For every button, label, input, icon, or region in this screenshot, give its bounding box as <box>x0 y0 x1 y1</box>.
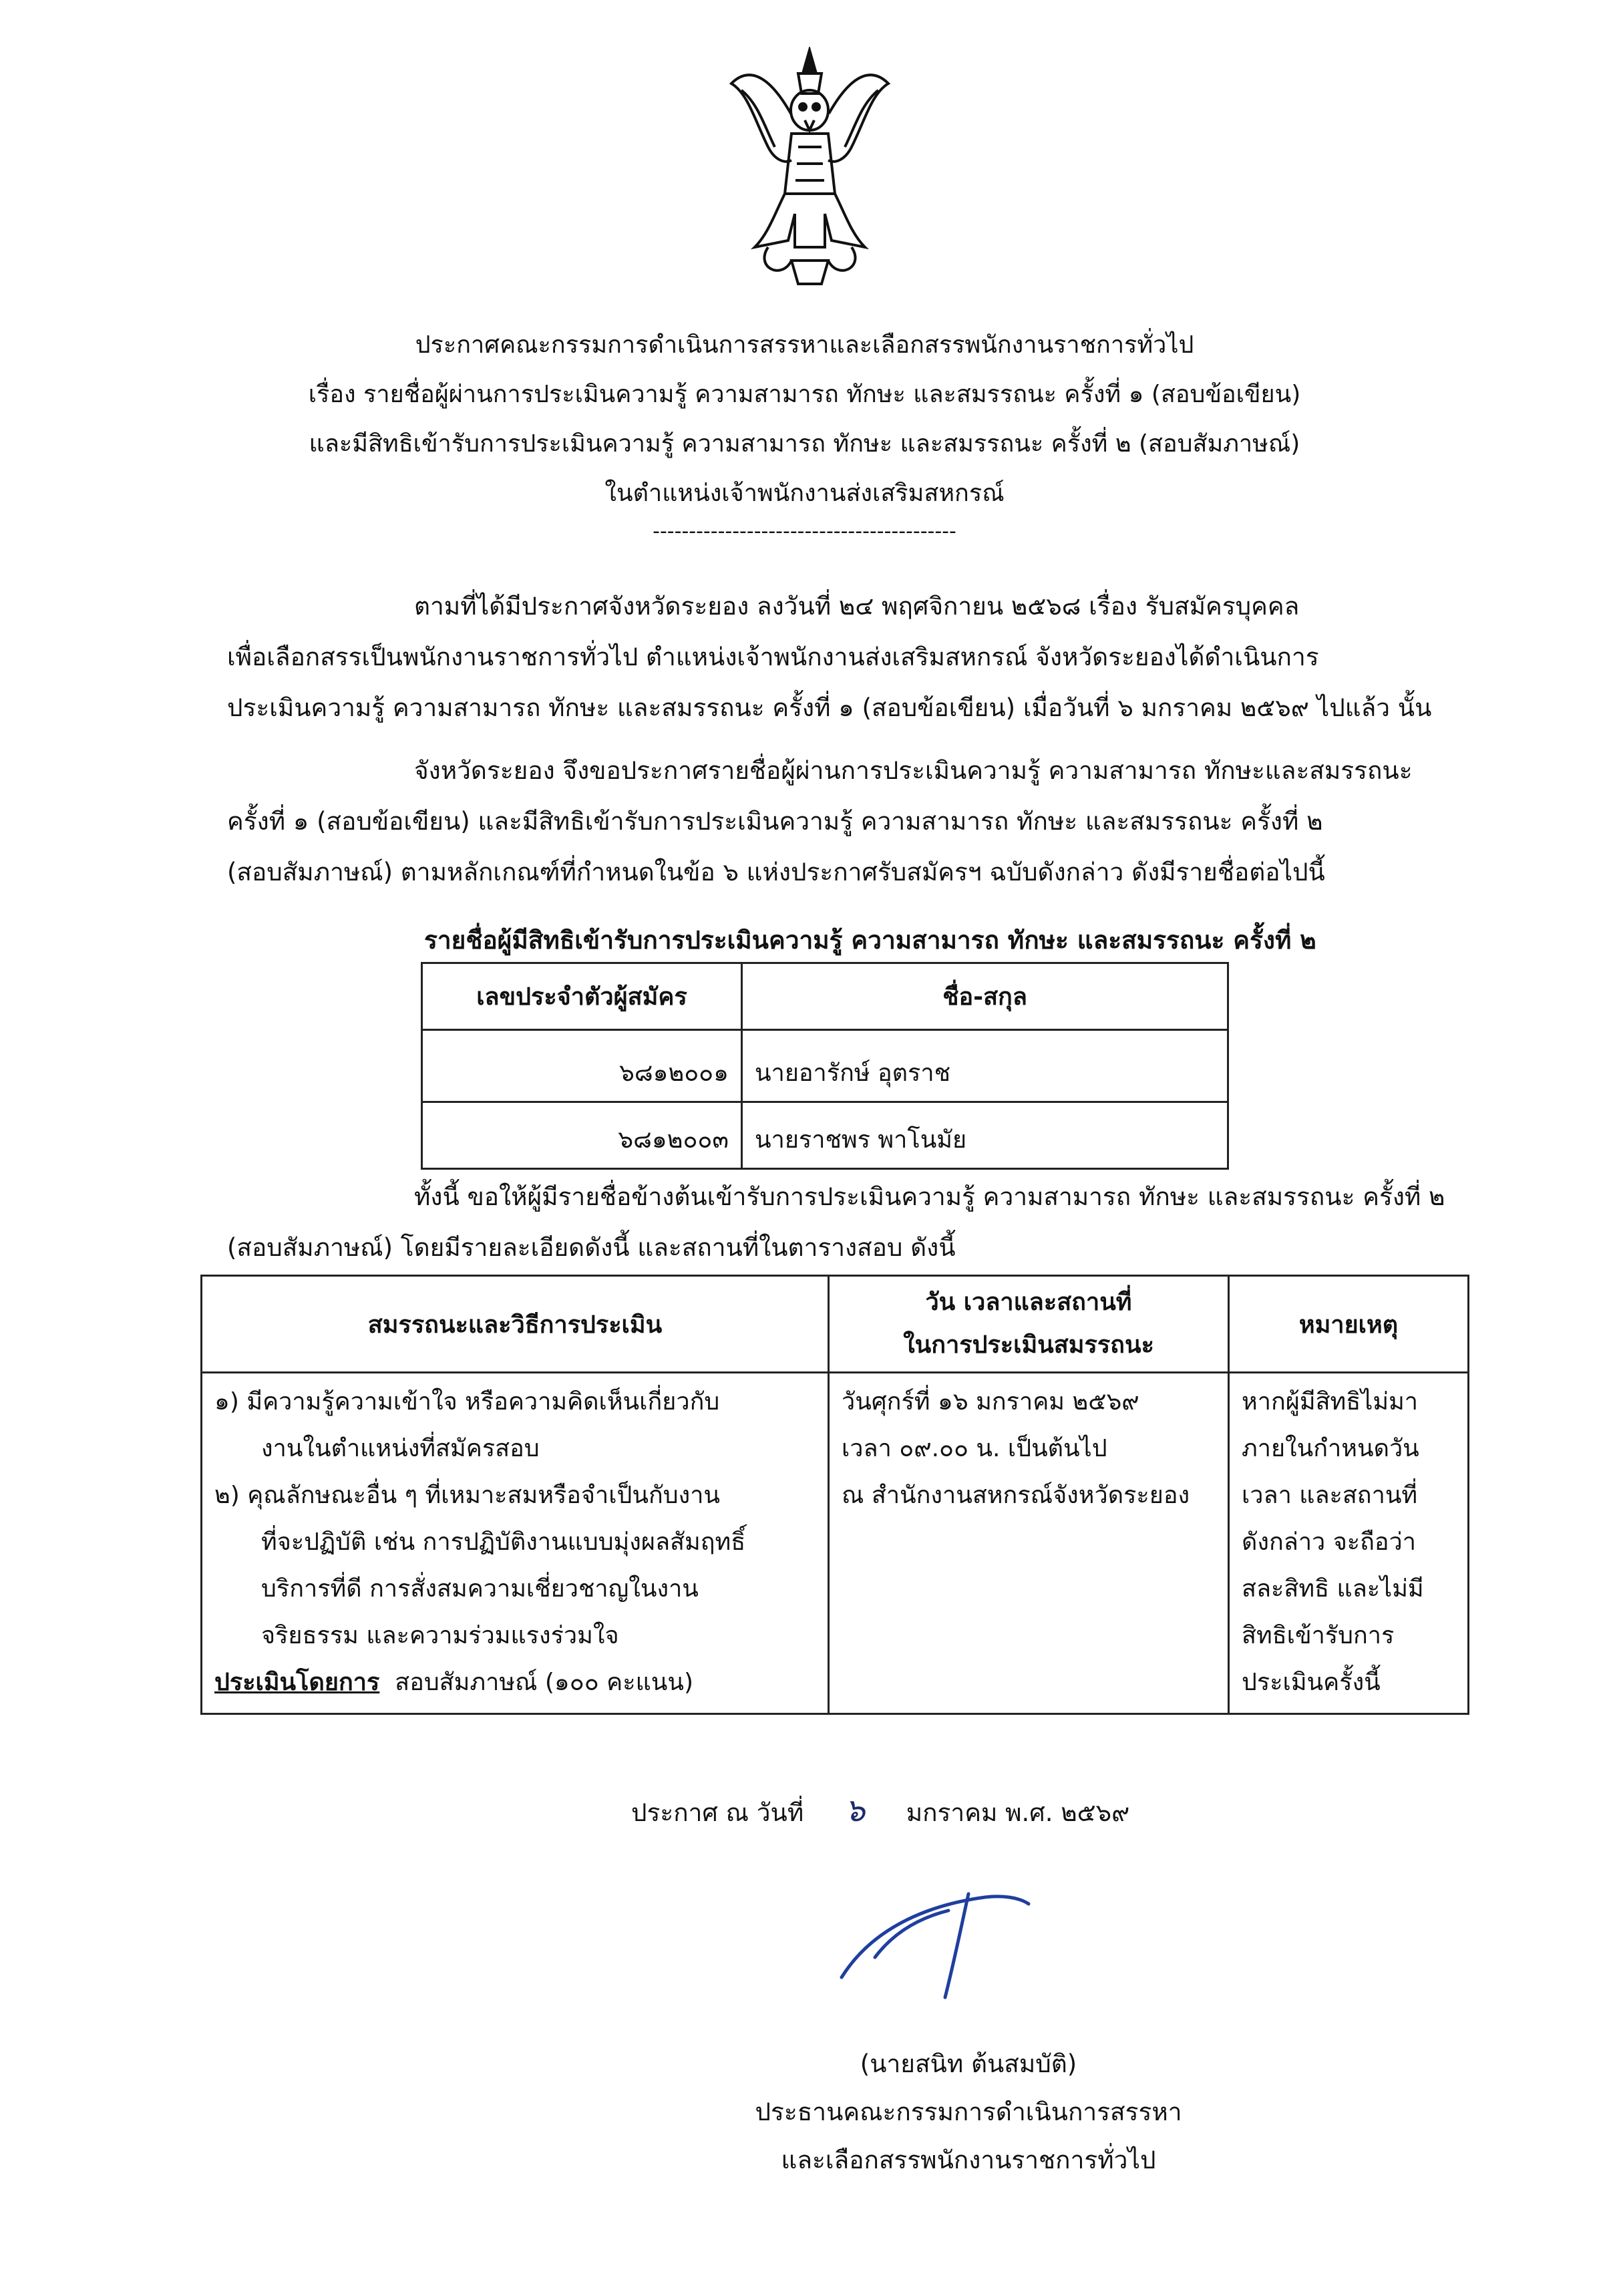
candidate-id: ๖๘๑๒๐๐๑ <box>422 1030 742 1102</box>
candidate-table-header <box>422 963 1228 1030</box>
table-row <box>422 1102 1228 1169</box>
item2-line-1: ๒) คุณลักษณะอื่น ๆ ที่เหมาะสมหรือจำเป็นกับงาน <box>214 1482 721 1509</box>
note-line-2: ภายในกำหนดวัน <box>1242 1435 1419 1462</box>
col-date-place-line-1: วัน เวลาและสถานที่ <box>925 1289 1132 1316</box>
item1-line-1: ๑) มีความรู้ความเข้าใจ หรือความคิดเห็นเกี่ยวกับ <box>214 1388 720 1416</box>
signer-position-line-2: และเลือกสรรพนักงานราชการทั่วไป <box>781 2146 1156 2174</box>
title-line-1: ประกาศคณะกรรมการดำเนินการสรรหาและเลือกสรรพนักงานราชการทั่วไป <box>415 331 1194 359</box>
announce-date-line <box>631 1785 1129 1836</box>
date-place-cell <box>829 1373 1229 1714</box>
para2-line-3: (สอบสัมภาษณ์) ตามหลักเกณฑ์ที่กำหนดในข้อ ๖ แห่งประกาศรับสมัครฯ ฉบับดังกล่าว ดังมีรายชื่อต่อไปนี้ <box>227 858 1325 886</box>
announce-month-year: มกราคม พ.ศ. ๒๕๖๙ <box>906 1798 1130 1827</box>
col-date-place-line-2: ในการประเมินสมรรถนะ <box>903 1331 1154 1359</box>
para1-line-2: เพื่อเลือกสรรเป็นพนักงานราชการทั่วไป ตำแหน่งเจ้าพนักงานส่งเสริมสหกรณ์ จังหวัดระยองได้ดำเนินการ <box>227 643 1319 671</box>
schedule-table <box>200 1275 1469 1715</box>
candidate-table <box>421 962 1229 1170</box>
item2-line-4: จริยธรรม และความร่วมแรงร่วมใจ <box>261 1622 619 1649</box>
method-label: ประเมินโดยการ <box>214 1669 380 1696</box>
competency-cell <box>202 1373 829 1714</box>
item2-line-2: ที่จะปฏิบัติ เช่น การปฏิบัติงานแบบมุ่งผลสัมฤทธิ์ <box>261 1528 746 1556</box>
candidate-id: ๖๘๑๒๐๐๓ <box>422 1102 742 1169</box>
title-divider: ------------------------------------------ <box>653 520 956 543</box>
note-line-5: สละสิทธิ และไม่มี <box>1242 1575 1424 1603</box>
col-remark: หมายเหตุ <box>1229 1276 1469 1373</box>
signer-position-line-1: ประธานคณะกรรมการดำเนินการสรรหา <box>755 2098 1182 2126</box>
para2-line-2: ครั้งที่ ๑ (สอบข้อเขียน) และมีสิทธิเข้ารับการประเมินความรู้ ความสามารถ ทักษะ และสมรรถนะ ครั้งที่ ๒ <box>227 807 1323 836</box>
col-date-place <box>829 1276 1229 1373</box>
date-line-2: เวลา ๐๙.๐๐ น. เป็นต้นไป <box>842 1435 1107 1462</box>
table-row <box>422 1030 1228 1102</box>
note-line-6: สิทธิเข้ารับการ <box>1242 1622 1395 1649</box>
candidate-name: นายอารักษ์ อุตราช <box>742 1030 1228 1102</box>
para3-line-2: (สอบสัมภาษณ์) โดยมีรายละเอียดดังนี้ และสถานที่ในตารางสอบ ดังนี้ <box>227 1233 956 1262</box>
para2-line-1: จังหวัดระยอง จึงขอประกาศรายชื่อผู้ผ่านการประเมินความรู้ ความสามารถ ทักษะและสมรรถนะ <box>414 756 1413 785</box>
col-candidate-name: ชื่อ-สกุล <box>742 963 1228 1030</box>
title-line-3: และมีสิทธิเข้ารับการประเมินความรู้ ความสามารถ ทักษะ และสมรรถนะ ครั้งที่ ๒ (สอบสัมภาษณ์) <box>309 430 1300 458</box>
candidate-name: นายราชพร พาโนมัย <box>742 1102 1228 1169</box>
para1-line-3: ประเมินความรู้ ความสามารถ ทักษะ และสมรรถนะ ครั้งที่ ๑ (สอบข้อเขียน) เมื่อวันที่ ๖ มกราคม ๒๕๖๙ ไปแล้ว นั้น <box>227 693 1432 722</box>
method-line <box>214 1659 816 1706</box>
date-line-1: วันศุกร์ที่ ๑๖ มกราคม ๒๕๖๙ <box>842 1388 1139 1416</box>
signer-name: (นายสนิท ต้นสมบัติ) <box>860 2049 1077 2078</box>
note-line-7: ประเมินครั้งนี้ <box>1242 1669 1381 1696</box>
signature-icon <box>828 1877 1049 2011</box>
candidate-list-heading: รายชื่อผู้มีสิทธิเข้ารับการประเมินความรู้ ความสามารถ ทักษะ และสมรรถนะ ครั้งที่ ๒ <box>424 926 1316 955</box>
title-line-2: เรื่อง รายชื่อผู้ผ่านการประเมินความรู้ ความสามารถ ทักษะ และสมรรถนะ ครั้งที่ ๑ (สอบข้อเขียน) <box>308 381 1301 408</box>
note-line-1: หากผู้มีสิทธิไม่มา <box>1242 1388 1419 1416</box>
note-line-4: ดังกล่าว จะถือว่า <box>1242 1528 1416 1556</box>
title-line-4: ในตำแหน่งเจ้าพนักงานส่งเสริมสหกรณ์ <box>604 480 1005 507</box>
para1-line-1: ตามที่ได้มีประกาศจังหวัดระยอง ลงวันที่ ๒๔ พฤศจิกายน ๒๕๖๘ เรื่อง รับสมัครบุคคล <box>414 592 1300 621</box>
item1-line-2: งานในตำแหน่งที่สมัครสอบ <box>261 1435 540 1462</box>
col-candidate-id: เลขประจำตัวผู้สมัคร <box>422 963 742 1030</box>
announce-day: ๖ <box>844 1792 866 1829</box>
note-line-3: เวลา และสถานที่ <box>1242 1482 1418 1509</box>
method-value: สอบสัมภาษณ์ (๑๐๐ คะแนน) <box>395 1669 694 1696</box>
announce-prefix: ประกาศ ณ วันที่ <box>631 1798 804 1827</box>
table-row <box>202 1373 1469 1714</box>
schedule-table-header <box>202 1276 1469 1373</box>
para3-line-1: ทั้งนี้ ขอให้ผู้มีรายชื่อข้างต้นเข้ารับการประเมินความรู้ ความสามารถ ทักษะ และสมรรถนะ ครั้งที่ ๒ <box>414 1182 1445 1211</box>
date-line-3: ณ สำนักงานสหกรณ์จังหวัดระยอง <box>842 1482 1190 1509</box>
item2-line-3: บริการที่ดี การสั่งสมความเชี่ยวชาญในงาน <box>261 1575 699 1603</box>
garuda-emblem-icon <box>728 47 892 287</box>
col-competency: สมรรถนะและวิธีการประเมิน <box>202 1276 829 1373</box>
remark-cell <box>1229 1373 1469 1714</box>
